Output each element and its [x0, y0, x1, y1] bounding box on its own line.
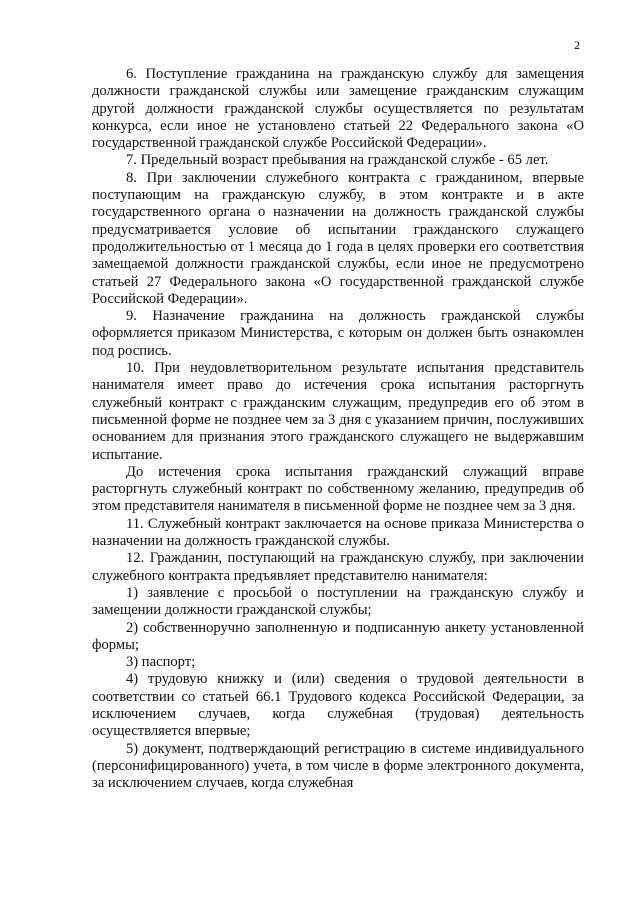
paragraph-7: 7. Предельный возраст пребывания на гражданской службе - 65 лет. — [126, 152, 549, 169]
document-body — [92, 66, 584, 792]
list-item-5: 5) документ, подтверждающий регистрацию в системе индивидуального (персонифицированного) учета, в том числе в форме электронного документа, за исключением случаев, когда служебная — [92, 740, 584, 792]
paragraph-12: 12. Гражданин, поступающий на гражданскую службу, при заключении служебного контракта предъявляет представителю нанимателя: — [92, 550, 584, 584]
paragraph-10-continuation: До истечения срока испытания гражданский служащий вправе расторгнуть служебный контракт по собственному желанию, предупредив об этом представителя нанимателя в письменной форме не позднее чем за 3 дня. — [92, 463, 584, 515]
page-number: 2 — [574, 38, 580, 52]
paragraph-10: 10. При неудовлетворительном результате испытания представитель нанимателя имеет право до истечения срока испытания расторгнуть служебный контракт с гражданским служащим, предупредив его об этом в письменной форме не позднее чем за 3 дня с указанием причин, послуживших основанием для признания этого гражданского служащего не выдержавшим испытание. — [92, 360, 584, 463]
paragraph-11: 11. Служебный контракт заключается на основе приказа Министерства о назначении на должность гражданской службы. — [92, 515, 584, 550]
list-item-3: 3) паспорт; — [126, 654, 196, 671]
list-item-4: 4) трудовую книжку и (или) сведения о трудовой деятельности в соответствии со статьей 66.1 Трудового кодекса Российской Федерации, за исключением случаев, когда служебная (трудовая) деятельность осуществляется впервые; — [92, 671, 584, 740]
paragraph-8: 8. При заключении служебного контракта с гражданином, впервые поступающим на гражданскую службу, в этом контракте и в акте государственного органа о назначении на должность гражданской службы предусматривается условие об испытании гражданского служащего продолжительностью от 1 месяца до 1 года в целях проверки его соответствия замещаемой должности гражданской службы, если иное не предусмотрено статьей 27 Федерального закона «О государственной гражданской службе Российской Федерации». — [92, 169, 584, 307]
paragraph-6: 6. Поступление гражданина на гражданскую службу для замещения должности гражданской службы или замещение гражданским служащим другой должности гражданской службы осуществляется по результатам конкурса, если иное не установлено статьей 22 Федерального закона «О государственной гражданской службе Российской Федерации». — [92, 66, 584, 152]
list-item-1: 1) заявление с просьбой о поступлении на гражданскую службу и замещении должности гражданской службы; — [92, 584, 584, 619]
paragraph-9: 9. Назначение гражданина на должность гражданской службы оформляется приказом Министерства, с которым он должен быть ознакомлен под роспись. — [92, 308, 584, 359]
list-item-2: 2) собственноручно заполненную и подписанную анкету установленной формы; — [92, 619, 584, 653]
